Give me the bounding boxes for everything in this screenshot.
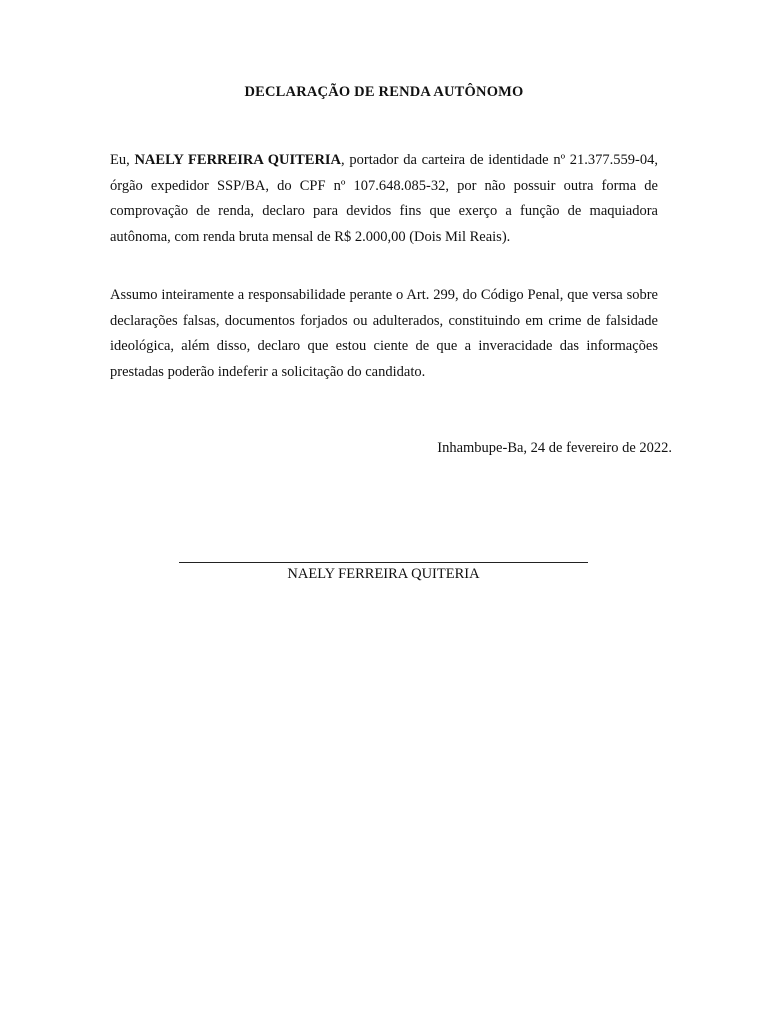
responsibility-paragraph: Assumo inteiramente a responsabilidade perante o Art. 299, do Código Penal, que versa sobre declarações falsas, documentos forjados ou adulterados, constituindo em crime de falsidade ideológica, além disso, declaro que estou ciente de que a inveracidade das informações prestadas poderão indeferir a solicitação do candidato. [110,287,658,380]
declarant-name: NAELY FERREIRA QUITERIA [134,152,342,168]
document-title: DECLARAÇÃO DE RENDA AUTÔNOMO [244,84,524,100]
place-and-date: Inhambupe-Ba, 24 de fevereiro de 2022. [437,440,672,456]
signature-line [179,562,588,563]
paragraph-prefix: Eu, [110,152,135,168]
signature-name: NAELY FERREIRA QUITERIA [287,566,480,582]
paragraph-body: , portador da carteira de identidade nº 21.377.559-04, órgão expedidor SSP/BA, do CPF nº 107.648.085-32, por não possuir outra forma de comprovação de renda, declaro para devidos fins que exerço a função de maquiadora autônoma, com renda bruta mensal de R$ 2.000,00 (Dois Mil Reais). [110,152,659,245]
declaration-paragraph [110,148,658,250]
